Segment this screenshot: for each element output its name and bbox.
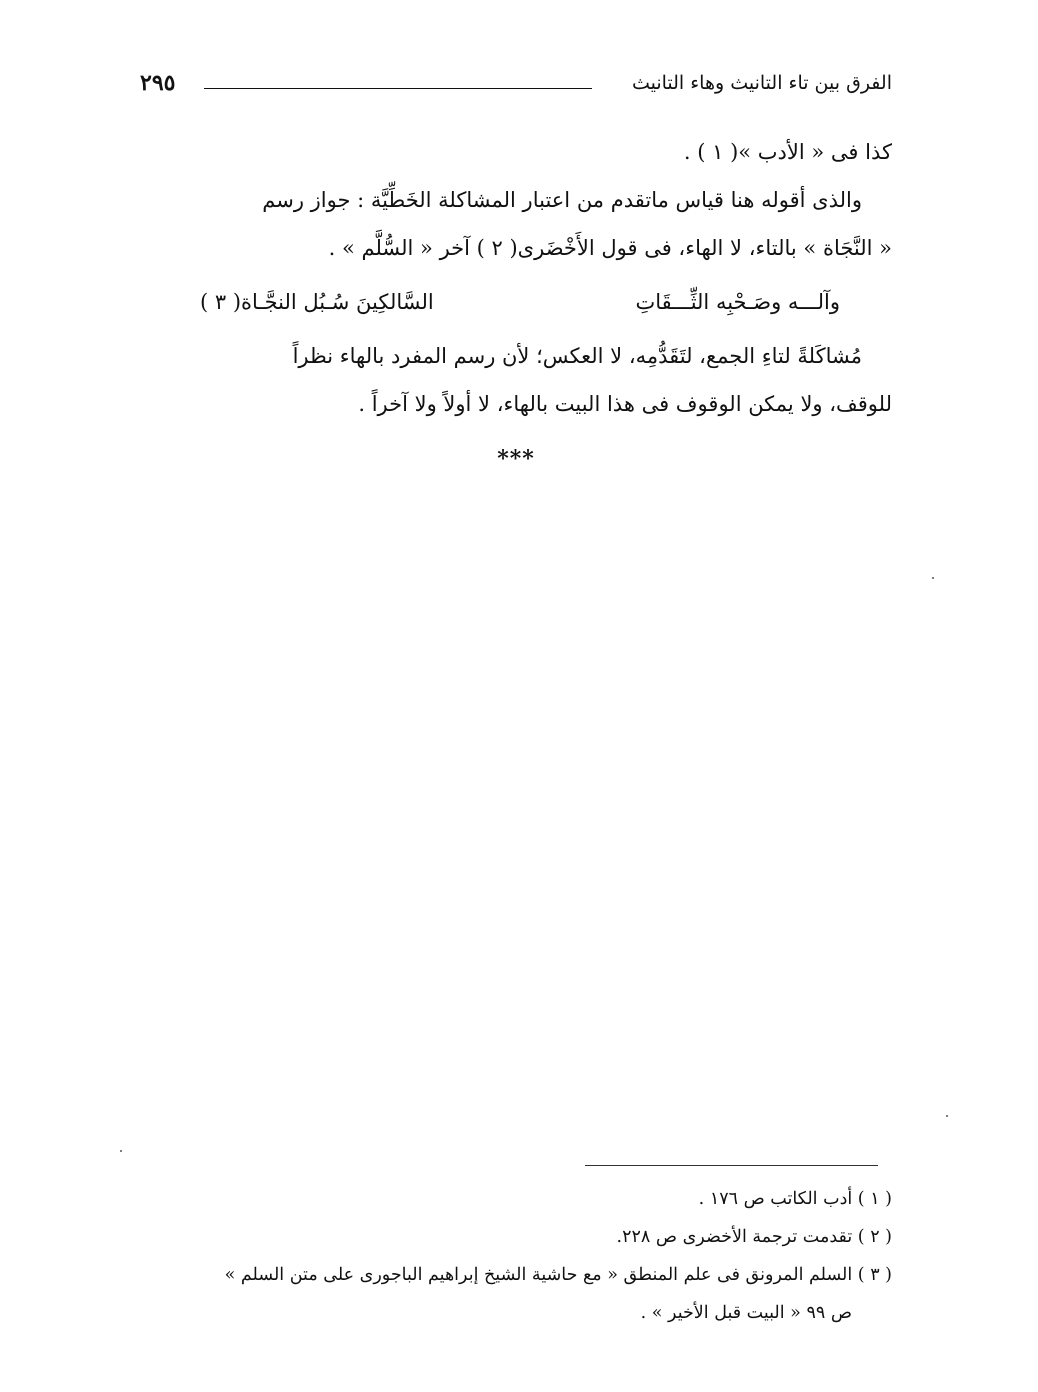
text-line-5: للوقف، ولا يمكن الوقوف فى هذا البيت بالهاء، لا أولاً ولا آخراً . <box>358 392 892 416</box>
scan-speck <box>120 1150 122 1152</box>
verse <box>140 272 892 332</box>
footnote-2: ( ٢ ) تقدمت ترجمة الأخضرى ص ٢٢٨. <box>616 1227 892 1247</box>
scan-speck <box>932 577 934 579</box>
scan-speck <box>946 1115 948 1117</box>
footnote-rule <box>585 1165 878 1166</box>
verse-hemistich-2: السَّالكِينَ سُـبُل النجَّـاة( ٣ ) <box>200 290 434 314</box>
main-text <box>140 128 892 472</box>
running-title: الفرق بين تاء التانيث وهاء التانيث <box>631 72 892 94</box>
text-line-2: والذى أقوله هنا قياس ماتقدم من اعتبار المشاكلة الخَطِّيَّة : جواز رسم <box>262 188 862 212</box>
footnotes <box>140 1180 892 1332</box>
footnote-1: ( ١ ) أدب الكاتب ص ١٧٦ . <box>698 1189 892 1209</box>
page-number: ٢٩٥ <box>140 70 176 96</box>
text-line-4: مُشاكَلةً لتاءِ الجمع، لتَقَدُّمِه، لا العكس؛ لأن رسم المفرد بالهاء نظراً <box>292 344 862 368</box>
text-line-1: كذا فى « الأدب »( ١ ) . <box>683 140 892 164</box>
footnote-3-continuation: ص ٩٩ « البيت قبل الأخير » . <box>640 1303 852 1323</box>
verse-hemistich-1: وآلـــه وصَـحْبِه الثِّـــقَاتِ <box>635 290 840 314</box>
page-header <box>140 70 892 104</box>
text-line-3: « النَّجَاة » بالتاء، لا الهاء، فى قول الأَخْضَرى( ٢ ) آخر « السُّلَّم » . <box>328 236 892 260</box>
header-rule <box>204 88 592 89</box>
footnote-3: ( ٣ ) السلم المرونق فى علم المنطق « مع حاشية الشيخ إبراهيم الباجورى على متن السلم » <box>224 1265 892 1285</box>
section-separator: *** <box>497 446 535 472</box>
